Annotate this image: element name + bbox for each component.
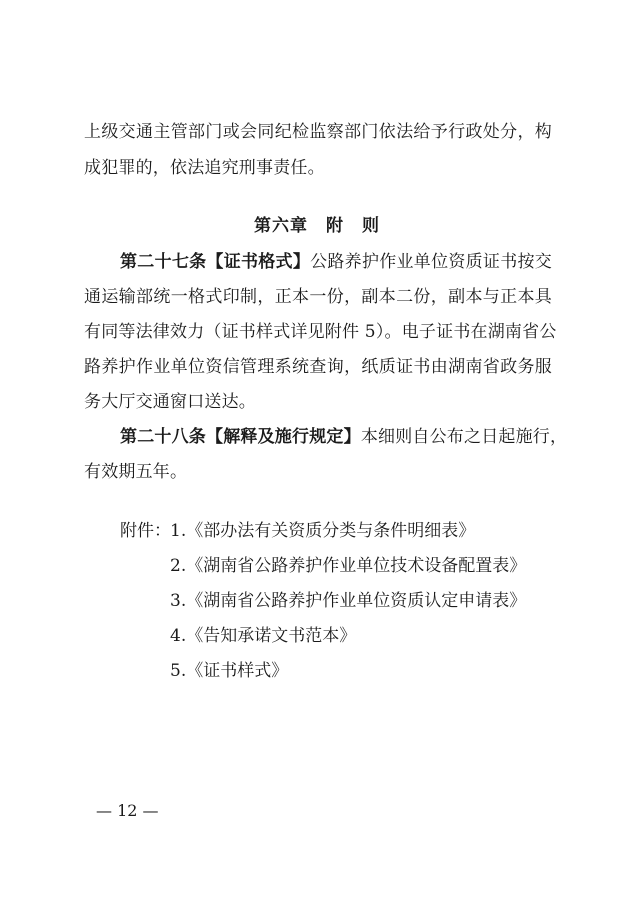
chapter-title: 第六章 附 则: [254, 216, 380, 236]
article-28-line-1: [120, 427, 568, 447]
attachment-item-2: 2.《湖南省公路养护作业单位技术设备配置表》: [170, 556, 527, 576]
article-28-heading: 第二十八条【解释及施行规定】: [120, 427, 361, 447]
attachment-item-5: 5.《证书样式》: [170, 661, 289, 681]
article-27-line-1: [120, 252, 552, 272]
attachment-item-1: 1.《部办法有关资质分类与条件明细表》: [170, 521, 476, 541]
article-27-line-1-text: 公路养护作业单位资质证书按交: [310, 252, 552, 272]
article-28-line-2: 有效期五年。: [84, 462, 188, 482]
article-27-line-4: 路养护作业单位资信管理系统查询，纸质证书由湖南省政务服: [84, 357, 552, 377]
continuation-line-1: 上级交通主管部门或会同纪检监察部门依法给予行政处分，构: [84, 122, 552, 142]
article-27-line-3: 有同等法律效力（证书样式详见附件 5）。电子证书在湖南省公: [84, 322, 557, 342]
page-number: — 12 —: [96, 801, 159, 820]
attachment-label: 附件：: [120, 521, 171, 541]
article-27-line-2: 通运输部统一格式印制，正本一份，副本二份，副本与正本具: [84, 287, 552, 307]
article-27-line-5: 务大厅交通窗口送达。: [84, 392, 256, 412]
attachment-item-4: 4.《告知承诺文书范本》: [170, 626, 357, 646]
continuation-line-2: 成犯罪的，依法追究刑事责任。: [84, 158, 325, 178]
article-28-line-1-text: 本细则自公布之日起施行，: [360, 427, 568, 447]
article-27-heading: 第二十七条【证书格式】: [120, 252, 311, 272]
attachment-item-3: 3.《湖南省公路养护作业单位资质认定申请表》: [170, 591, 527, 611]
